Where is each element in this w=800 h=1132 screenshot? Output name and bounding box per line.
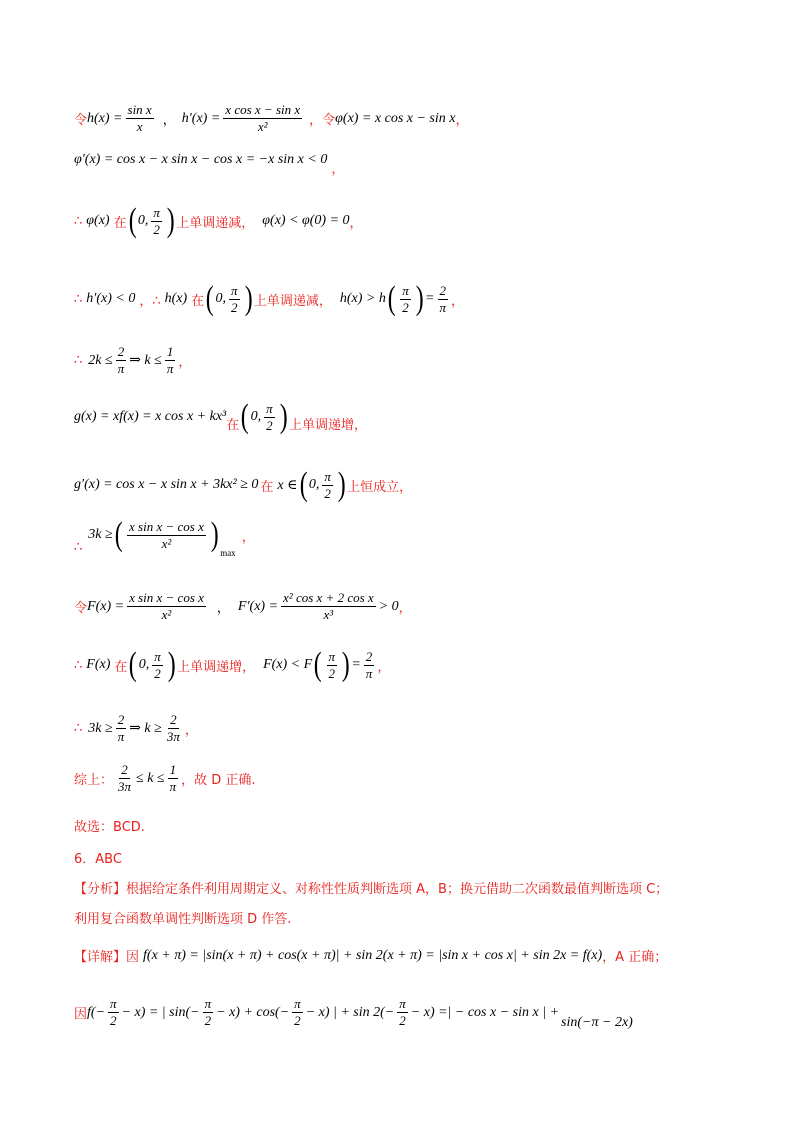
line-3k-bound xyxy=(74,712,198,745)
comma: ， xyxy=(349,215,363,231)
comma: ， xyxy=(184,723,198,738)
line-h-definition xyxy=(74,102,469,135)
line-3k-max xyxy=(74,516,255,558)
separator: ， xyxy=(216,601,230,616)
analysis-text: 【分析】根据给定条件利用周期定义、对称性性质判断选项 A，B；换元借助二次函数最值判断选项 C； xyxy=(74,882,669,897)
zai-text: 在 xyxy=(260,479,274,495)
line-2k-bound xyxy=(74,344,191,377)
fraction: $\frac{\pi}{2}$ xyxy=(294,996,301,1028)
ling-text: 令 xyxy=(74,601,88,616)
zai-text: 在 xyxy=(191,293,205,309)
interval: ( 0, $\frac{\pi}{2}$ ) xyxy=(240,398,288,435)
math-3k: 3k ≥ xyxy=(88,720,113,736)
math-F-x: F(x) xyxy=(86,657,111,672)
line-g-prime xyxy=(74,468,412,502)
q6-answer: 6．ABC xyxy=(74,852,122,867)
math-h: h(x) = xyxy=(87,110,123,126)
monotone-text: 上单调递增， xyxy=(177,659,256,675)
therefore: ∴ xyxy=(74,353,83,368)
math-h-prime: h′(x) = xyxy=(181,110,221,126)
therefore: ∴ xyxy=(74,539,83,555)
therefore: ∴ xyxy=(74,291,83,307)
math-part: f(− xyxy=(87,1004,106,1020)
line-summary xyxy=(74,762,256,795)
comma: ， xyxy=(241,529,255,545)
math-part: − x) + cos(− xyxy=(216,1004,290,1020)
paren-group: ( $\frac{\text{x sin x − cos x}}{\text{x²}}$ ) max xyxy=(114,516,236,558)
comma: ， xyxy=(455,113,469,128)
math-h-x: h(x) xyxy=(164,291,188,306)
interval: ( 0, $\frac{\pi}{2}$ ) xyxy=(299,466,346,503)
fraction: $\frac{2}{\pi}$ xyxy=(117,712,125,744)
fraction: $\frac{1}{\pi}$ xyxy=(169,762,177,794)
math-k-range: ≤ k ≤ xyxy=(136,770,165,786)
therefore: ∴ xyxy=(74,213,83,229)
math-g: g(x) = xf(x) = x cos x + kx³ xyxy=(74,409,227,424)
fraction: $\frac{\text{x² cos x + 2 cos x}}{\text{x³}}$ xyxy=(283,590,374,622)
math-part: − x) | + sin 2(− xyxy=(305,1004,395,1020)
fraction: $\frac{\text{x cos x − sin x}}{\text{x²}}$ xyxy=(225,102,301,134)
math-g-prime: g′(x) = cos x − x sin x + 3kx² ≥ 0 xyxy=(74,477,259,492)
comma: ， xyxy=(178,355,192,370)
line-phi-prime xyxy=(74,150,345,177)
interval: ( 0, $\frac{\pi}{2}$ ) xyxy=(128,202,175,239)
detail-label: 【详解】因 xyxy=(74,950,140,965)
math-F-ineq: F(x) < F xyxy=(263,657,313,672)
d-correct-text: ，故 D 正确. xyxy=(181,773,256,788)
analysis-text-cont: 利用复合函数单调性判断选项 D 作答. xyxy=(74,912,292,927)
fraction: $\frac{\text{sin x}}{x}$ xyxy=(127,102,152,134)
interval: ( 0, $\frac{\pi}{2}$ ) xyxy=(129,646,176,683)
math-implies: ⇒ k ≤ xyxy=(129,353,162,368)
fraction: $\frac{1}{\pi}$ xyxy=(166,344,174,376)
comma: ， xyxy=(331,162,345,177)
fraction: $\frac{2}{3\pi}$ xyxy=(118,762,132,794)
monotone-text: 上单调递减， xyxy=(253,293,332,309)
math-implies: ⇒ k ≥ xyxy=(129,721,162,736)
math-phi-prime: φ′(x) = cos x − x sin x − cos x = −x sin x < 0 xyxy=(74,151,328,167)
math-positive: > 0 xyxy=(378,598,399,614)
zai-text: 在 xyxy=(113,215,127,231)
line-analysis xyxy=(74,878,668,897)
fraction: $\frac{\pi}{2}$ xyxy=(399,996,406,1028)
math-phi: φ(x) = x cos x − sin x xyxy=(335,110,456,126)
comma: ， xyxy=(451,293,465,309)
always-holds-text: 上恒成立， xyxy=(347,479,413,495)
interval: ( 0, $\frac{\pi}{2}$ ) xyxy=(205,280,253,317)
yin-text: 因 xyxy=(74,1007,88,1022)
line-F-definition xyxy=(74,590,412,623)
separator: ，∴ xyxy=(139,293,161,309)
math-part: − x) = | sin(− xyxy=(121,1004,200,1020)
therefore: ∴ xyxy=(74,657,83,673)
equals: = xyxy=(351,657,361,672)
line-q6-answer xyxy=(74,848,122,867)
math-3k: 3k ≥ xyxy=(88,527,113,542)
fraction: $\frac{2}{3\pi}$ xyxy=(166,712,180,744)
math-F: F(x) = xyxy=(87,598,125,614)
math-x-in: x ∈ xyxy=(277,477,298,493)
monotone-text: 上单调递减， xyxy=(176,215,255,231)
line-symmetry xyxy=(74,996,633,1029)
line-analysis-cont xyxy=(74,908,291,927)
math-2k: 2k ≤ xyxy=(88,352,113,368)
math-h-prime-neg: h′(x) < 0 xyxy=(86,291,136,306)
comma: ， xyxy=(398,601,412,616)
therefore: ∴ xyxy=(74,721,83,736)
ling-text: ，令 xyxy=(309,113,336,128)
monotone-text: 上单调递增， xyxy=(288,417,367,433)
math-part: − x) =| − cos x − sin x | + xyxy=(410,1004,560,1020)
fraction: $\frac{\text{x sin x − cos x}}{\text{x²}}$ xyxy=(129,590,204,622)
answer-text: 故选：BCD. xyxy=(74,820,145,835)
ling-text: 令 xyxy=(74,113,88,128)
math-f-period: f(x + π) = |sin(x + π) + cos(x + π)| + sin 2(x + π) = |sin x + cos x| + sin 2x = f(x) xyxy=(143,947,603,963)
line-detail xyxy=(74,946,667,965)
zai-text: 在 xyxy=(114,659,128,675)
fraction: $\frac{2}{\pi}$ xyxy=(117,344,125,376)
paren-group: ( $\frac{\pi}{2}$ ) xyxy=(387,280,424,317)
line-answer xyxy=(74,816,145,835)
comma: ， xyxy=(377,659,391,675)
max-subscript: max xyxy=(220,548,236,558)
fraction: $\frac{2}{\pi}$ xyxy=(439,282,447,315)
line-g-definition xyxy=(74,400,367,434)
fraction: $\frac{\pi}{2}$ xyxy=(110,996,117,1028)
zai-text: 在 xyxy=(226,417,240,433)
paren-group: ( $\frac{\pi}{2}$ ) xyxy=(313,646,350,683)
math-part: sin(−π − 2x) xyxy=(561,1014,633,1030)
summary-label: 综上： xyxy=(74,773,114,788)
math-h-ineq: h(x) > h xyxy=(339,291,386,306)
math-F-prime: F′(x) = xyxy=(237,598,279,614)
line-F-increasing xyxy=(74,648,390,682)
equals: = xyxy=(425,291,435,306)
fraction: $\frac{\pi}{2}$ xyxy=(204,996,212,1028)
separator: ， xyxy=(162,113,176,128)
math-phi-x: φ(x) xyxy=(86,213,110,228)
a-correct-text: ，A 正确； xyxy=(602,950,668,965)
line-h-prime-negative xyxy=(74,282,464,316)
line-phi-decreasing xyxy=(74,204,363,238)
fraction: $\frac{2}{\pi}$ xyxy=(365,648,373,681)
math-phi-ineq: φ(x) < φ(0) = 0 xyxy=(262,213,350,228)
